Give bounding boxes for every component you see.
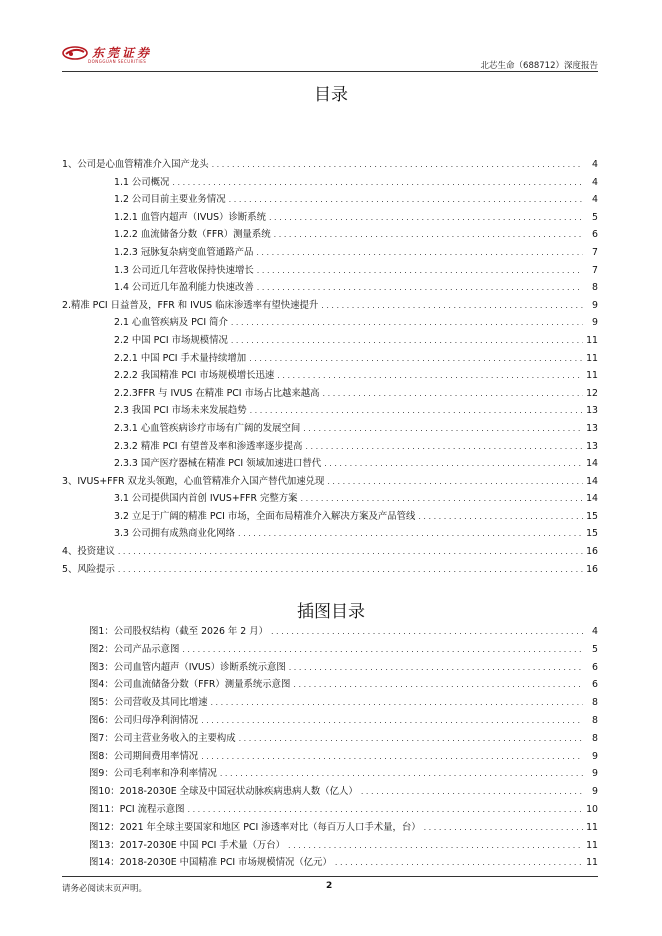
toc-entry-label: 1.3 公司近几年营收保持快速增长 bbox=[114, 264, 254, 276]
leader-dots bbox=[229, 191, 583, 209]
toc-entry[interactable] bbox=[62, 508, 598, 526]
toc-entry-label: 2.2.2 我国精准 PCI 市场规模增长迅速 bbox=[114, 370, 275, 382]
leader-dots bbox=[239, 730, 583, 748]
leader-dots bbox=[201, 748, 583, 766]
footer-divider bbox=[62, 876, 598, 877]
figure-entry-label: 图1：公司股权结构（截至 2026 年 2 月） bbox=[89, 626, 268, 637]
figure-entry-page: 8 bbox=[592, 732, 598, 744]
toc-entry[interactable] bbox=[62, 156, 598, 174]
toc-entry-label: 3、IVUS+FFR 双龙头领跑，心血管精准介入国产替代加速兑现 bbox=[62, 475, 325, 487]
figure-entry-label: 图6：公司归母净利润情况 bbox=[89, 714, 199, 726]
toc-entry[interactable] bbox=[62, 209, 598, 227]
toc-entry[interactable] bbox=[62, 191, 598, 209]
leader-dots bbox=[321, 297, 583, 315]
toc-entry-page: 16 bbox=[586, 546, 598, 558]
toc-entry-label: 5、风险提示 bbox=[62, 563, 115, 575]
toc-entry-label: 3.3 公司拥有成熟商业化网络 bbox=[114, 528, 236, 540]
leader-dots bbox=[324, 455, 583, 473]
figure-entry-label: 图13：2017-2030E 中国 PCI 手术量（万台） bbox=[89, 839, 285, 851]
toc-entry-page: 4 bbox=[592, 159, 598, 170]
toc-entry-label: 2.1 心血管疾病及 PCI 简介 bbox=[114, 317, 228, 329]
leader-dots bbox=[274, 226, 583, 244]
toc-entry-label: 4、投资建议 bbox=[62, 546, 115, 558]
toc-entry-page: 11 bbox=[586, 370, 598, 382]
toc-entry-page: 5 bbox=[592, 211, 598, 223]
figure-entry-label: 图9：公司毛利率和净利率情况 bbox=[89, 768, 217, 780]
leader-dots bbox=[289, 659, 583, 677]
figure-entry-page: 11 bbox=[586, 857, 598, 869]
toc-entry-label: 2.2.3FFR 与 IVUS 在精准 PCI 市场占比越来越高 bbox=[114, 387, 320, 399]
toc-entry-page: 14 bbox=[586, 458, 598, 470]
toc-entry-label: 2.3 我国 PCI 市场未来发展趋势 bbox=[114, 405, 247, 417]
leader-dots bbox=[210, 694, 583, 712]
leader-dots bbox=[250, 402, 583, 420]
leader-dots bbox=[361, 783, 583, 801]
toc-entry[interactable] bbox=[62, 420, 598, 438]
leader-dots bbox=[172, 174, 583, 192]
toc-entry[interactable] bbox=[62, 332, 598, 350]
figure-entry-page: 11 bbox=[586, 839, 598, 851]
toc-entry[interactable] bbox=[62, 385, 598, 403]
toc-entry-label: 1.2.2 血流储备分数（FFR）测量系统 bbox=[114, 229, 271, 241]
toc-entry-label: 2.2 中国 PCI 市场规模情况 bbox=[114, 334, 228, 346]
toc-entry-label: 1.2.1 血管内超声（IVUS）诊断系统 bbox=[114, 211, 266, 223]
toc-entry-page: 8 bbox=[592, 282, 598, 294]
toc-entry[interactable] bbox=[62, 350, 598, 368]
figure-entry[interactable] bbox=[89, 819, 598, 837]
toc-entry-page: 14 bbox=[586, 493, 598, 505]
figure-entry[interactable] bbox=[89, 694, 598, 712]
leader-dots bbox=[231, 332, 583, 350]
figure-entry-page: 9 bbox=[592, 750, 598, 762]
toc-entry-page: 13 bbox=[586, 422, 598, 434]
toc-entry[interactable] bbox=[62, 262, 598, 280]
figure-entry[interactable] bbox=[89, 783, 598, 801]
toc-entry[interactable] bbox=[62, 226, 598, 244]
figure-entry-page: 4 bbox=[592, 626, 598, 637]
leader-dots bbox=[288, 837, 583, 855]
brand-name: 东莞证券 bbox=[92, 46, 153, 60]
report-title: 北芯生命（688712）深度报告 bbox=[480, 61, 598, 71]
leader-dots bbox=[238, 525, 583, 543]
leader-dots bbox=[277, 367, 583, 385]
toc-entry-page: 15 bbox=[586, 528, 598, 540]
brand-logo-icon bbox=[62, 45, 88, 61]
figure-entry[interactable] bbox=[89, 837, 598, 855]
leader-dots bbox=[118, 543, 583, 561]
page-number: 2 bbox=[326, 881, 333, 891]
leader-dots bbox=[188, 801, 584, 819]
leader-dots bbox=[323, 385, 583, 403]
figure-entry[interactable] bbox=[89, 641, 598, 659]
leader-dots bbox=[212, 156, 583, 174]
toc-entry[interactable] bbox=[62, 543, 598, 561]
toc-entry-page: 7 bbox=[592, 246, 598, 258]
figure-entry[interactable] bbox=[89, 748, 598, 766]
toc-entry-page: 4 bbox=[592, 194, 598, 206]
toc-entry-label: 1.4 公司近几年盈利能力快速改善 bbox=[114, 282, 254, 294]
figure-entry-label: 图3：公司血管内超声（IVUS）诊断系统示意图 bbox=[89, 661, 286, 673]
figure-entry[interactable] bbox=[89, 801, 598, 819]
figure-entry[interactable] bbox=[89, 659, 598, 677]
toc-entry-page: 15 bbox=[586, 510, 598, 522]
figure-entry[interactable] bbox=[89, 730, 598, 748]
figure-entry-page: 11 bbox=[586, 821, 598, 833]
leader-dots bbox=[249, 350, 583, 368]
figure-list bbox=[89, 623, 598, 872]
footer-disclaimer: 请务必阅读末页声明。 bbox=[62, 884, 148, 894]
figure-entry-page: 10 bbox=[586, 803, 598, 815]
toc-entry[interactable] bbox=[62, 297, 598, 315]
figure-entry-label: 图10：2018-2030E 全球及中国冠状动脉疾病患病人数（亿人） bbox=[89, 786, 358, 798]
toc-entry-page: 13 bbox=[586, 405, 598, 417]
figure-entry[interactable] bbox=[89, 854, 598, 872]
figure-entry-page: 8 bbox=[592, 714, 598, 726]
figure-entry-label: 图2：公司产品示意图 bbox=[89, 643, 180, 655]
toc-entry[interactable] bbox=[62, 438, 598, 456]
figure-entry[interactable] bbox=[89, 623, 598, 641]
toc-entry[interactable] bbox=[62, 367, 598, 385]
toc-entry[interactable] bbox=[62, 455, 598, 473]
leader-dots bbox=[293, 676, 583, 694]
toc-entry-label: 1.2 公司目前主要业务情况 bbox=[114, 194, 226, 206]
toc-title: 目录 bbox=[314, 85, 348, 105]
toc-entry-page: 11 bbox=[586, 334, 598, 346]
leader-dots bbox=[220, 765, 583, 783]
toc-entry[interactable] bbox=[62, 279, 598, 297]
leader-dots bbox=[271, 623, 583, 641]
page-header bbox=[62, 44, 598, 72]
figure-entry-label: 图8：公司期间费用率情况 bbox=[89, 750, 199, 762]
figure-entry-label: 图5：公司营收及其同比增速 bbox=[89, 697, 208, 709]
figure-entry-page: 6 bbox=[592, 679, 598, 691]
figure-entry-label: 图4：公司血流储备分数（FFR）测量系统示意图 bbox=[89, 679, 291, 691]
figure-entry-label: 图14：2018-2030E 中国精准 PCI 市场规模情况（亿元） bbox=[89, 857, 332, 869]
toc-entry-label: 1.2.3 冠脉复杂病变血管通路产品 bbox=[114, 246, 254, 258]
toc-entry[interactable] bbox=[62, 244, 598, 262]
toc-entry-page: 9 bbox=[592, 299, 598, 311]
toc-entry-label: 3.2 立足于广阔的精准 PCI 市场，全面布局精准介入解决方案及产品管线 bbox=[114, 510, 416, 522]
toc-entry[interactable] bbox=[62, 490, 598, 508]
leader-dots bbox=[303, 420, 583, 438]
brand-subtitle: DONGGUAN SECURITIES bbox=[88, 59, 147, 64]
figure-entry[interactable] bbox=[89, 712, 598, 730]
figure-entry-page: 9 bbox=[592, 768, 598, 780]
leader-dots bbox=[301, 490, 584, 508]
toc-entry-label: 2.3.2 精准 PCI 有望普及率和渗透率逐步提高 bbox=[114, 440, 303, 452]
figure-entry-label: 图11：PCI 流程示意图 bbox=[89, 803, 185, 815]
leader-dots bbox=[231, 314, 583, 332]
toc-entry[interactable] bbox=[62, 525, 598, 543]
toc-entry-label: 2.2.1 中国 PCI 手术量持续增加 bbox=[114, 352, 247, 364]
toc-entry-label: 1.1 公司概况 bbox=[114, 176, 170, 188]
toc-entry-label: 3.1 公司提供国内首创 IVUS+FFR 完整方案 bbox=[114, 493, 298, 505]
toc-entry-page: 7 bbox=[592, 264, 598, 276]
toc-entry-page: 9 bbox=[592, 317, 598, 329]
toc-entry[interactable] bbox=[62, 561, 598, 579]
toc-entry[interactable] bbox=[62, 402, 598, 420]
leader-dots bbox=[418, 508, 583, 526]
toc-list bbox=[62, 156, 598, 578]
leader-dots bbox=[201, 712, 583, 730]
figure-entry-page: 8 bbox=[592, 697, 598, 709]
toc-entry-page: 14 bbox=[586, 475, 598, 487]
toc-entry[interactable] bbox=[62, 314, 598, 332]
leader-dots bbox=[257, 279, 583, 297]
toc-entry-page: 16 bbox=[586, 563, 598, 575]
header-divider bbox=[62, 71, 598, 72]
leader-dots bbox=[335, 854, 583, 872]
leader-dots bbox=[305, 438, 583, 456]
leader-dots bbox=[269, 209, 583, 227]
leader-dots bbox=[257, 262, 583, 280]
toc-entry-page: 4 bbox=[592, 176, 598, 188]
leader-dots bbox=[327, 473, 583, 491]
figure-entry-page: 5 bbox=[592, 643, 598, 655]
figure-entry[interactable] bbox=[89, 676, 598, 694]
leader-dots bbox=[256, 244, 583, 262]
figure-entry-page: 6 bbox=[592, 661, 598, 673]
figure-entry-label: 图12：2021 年全球主要国家和地区 PCI 渗透率对比（每百万人口手术量，台） bbox=[89, 821, 421, 833]
leader-dots bbox=[424, 819, 583, 837]
toc-entry-label: 2.3.1 心血管疾病诊疗市场有广阔的发展空间 bbox=[114, 422, 301, 434]
toc-entry-label: 2.3.3 国产医疗器械在精准 PCI 领域加速进口替代 bbox=[114, 458, 322, 470]
toc-entry-page: 12 bbox=[586, 387, 598, 399]
toc-entry[interactable] bbox=[62, 174, 598, 192]
leader-dots bbox=[182, 641, 583, 659]
toc-entry-page: 6 bbox=[592, 229, 598, 241]
toc-entry-label: 1、公司是心血管精准介入国产龙头 bbox=[62, 159, 209, 170]
toc-entry-label: 2.精准 PCI 日益普及，FFR 和 IVUS 临床渗透率有望快速提升 bbox=[62, 299, 319, 311]
figure-entry[interactable] bbox=[89, 765, 598, 783]
toc-entry[interactable] bbox=[62, 473, 598, 491]
toc-entry-page: 13 bbox=[586, 440, 598, 452]
toc-entry-page: 11 bbox=[586, 352, 598, 364]
figure-entry-label: 图7：公司主营业务收入的主要构成 bbox=[89, 732, 236, 744]
figure-list-title: 插图目录 bbox=[297, 602, 365, 622]
leader-dots bbox=[118, 561, 583, 579]
figure-entry-page: 9 bbox=[592, 786, 598, 798]
